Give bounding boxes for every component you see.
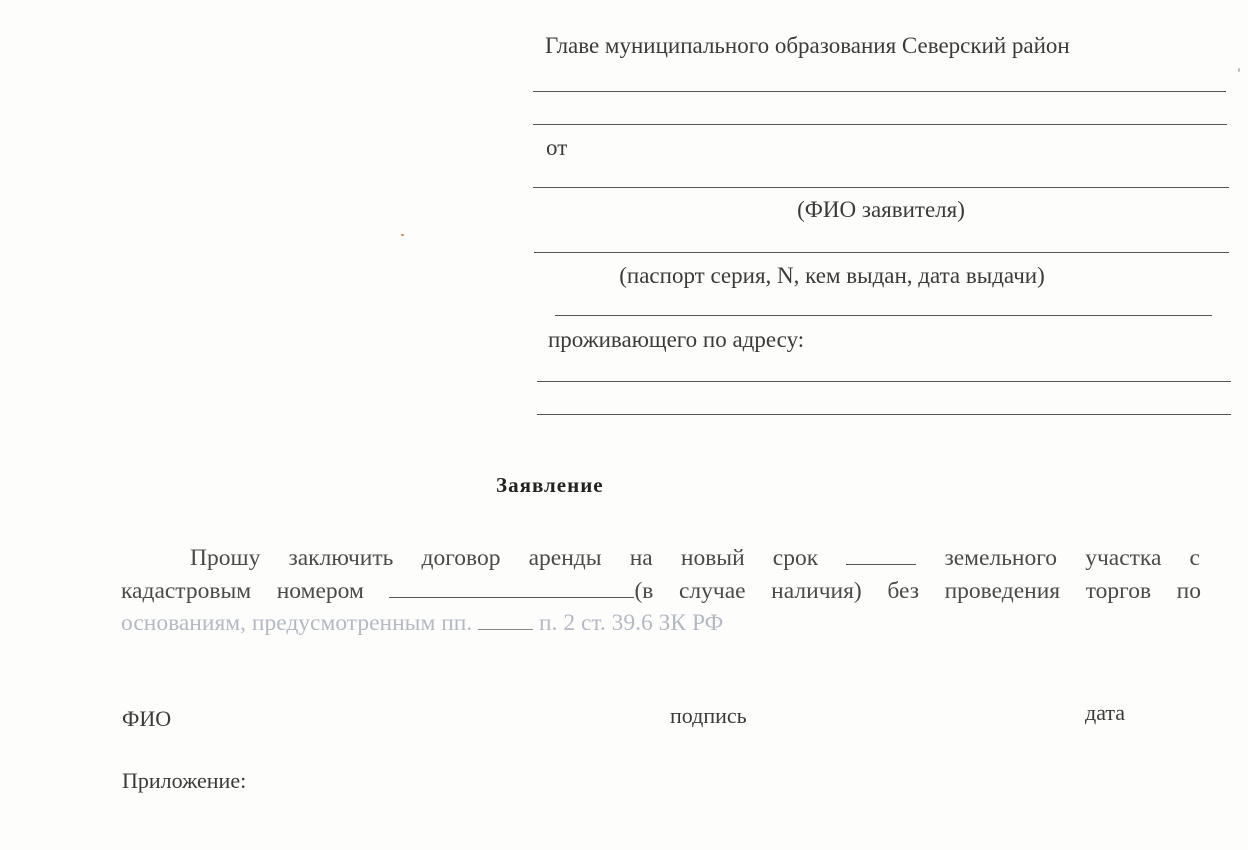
address-line-1[interactable]	[537, 381, 1231, 382]
subparagraph-blank[interactable]	[478, 609, 533, 630]
fio-label: ФИО	[122, 706, 172, 731]
body-line-3: основаниям, предусмотренным пп. п. 2 ст. 39.6 ЗК РФ	[121, 610, 724, 636]
recipient-blank-line-1[interactable]	[533, 91, 1226, 92]
term-blank[interactable]	[846, 544, 916, 565]
recipient-blank-line-2[interactable]	[533, 124, 1227, 125]
address-line-2[interactable]	[537, 414, 1231, 415]
passport-line[interactable]	[534, 252, 1229, 253]
attachments-label: Приложение:	[122, 768, 247, 793]
from-label: от	[546, 135, 568, 160]
signature-label: подпись	[670, 703, 747, 728]
passport-line-2[interactable]	[555, 315, 1212, 316]
applicant-name-caption: (ФИО заявителя)	[797, 197, 965, 222]
date-label: дата	[1085, 700, 1126, 725]
body-line-1: Прошу заключить договор аренды на новый срок земельного участка с	[190, 545, 1200, 571]
scan-speck	[1238, 68, 1240, 72]
recipient-line: Главе муниципального образования Северский район	[545, 33, 1070, 58]
cadastral-number-blank[interactable]	[389, 577, 634, 598]
scan-speck	[401, 234, 404, 236]
document-title: Заявление	[496, 473, 604, 497]
applicant-name-line[interactable]	[533, 187, 1229, 188]
body-line-2: кадастровым номером (в случае наличия) без проведения торгов по	[121, 578, 1201, 604]
address-label: проживающего по адресу:	[548, 327, 805, 352]
passport-caption: (паспорт серия, N, кем выдан, дата выдачи)	[619, 263, 1045, 288]
